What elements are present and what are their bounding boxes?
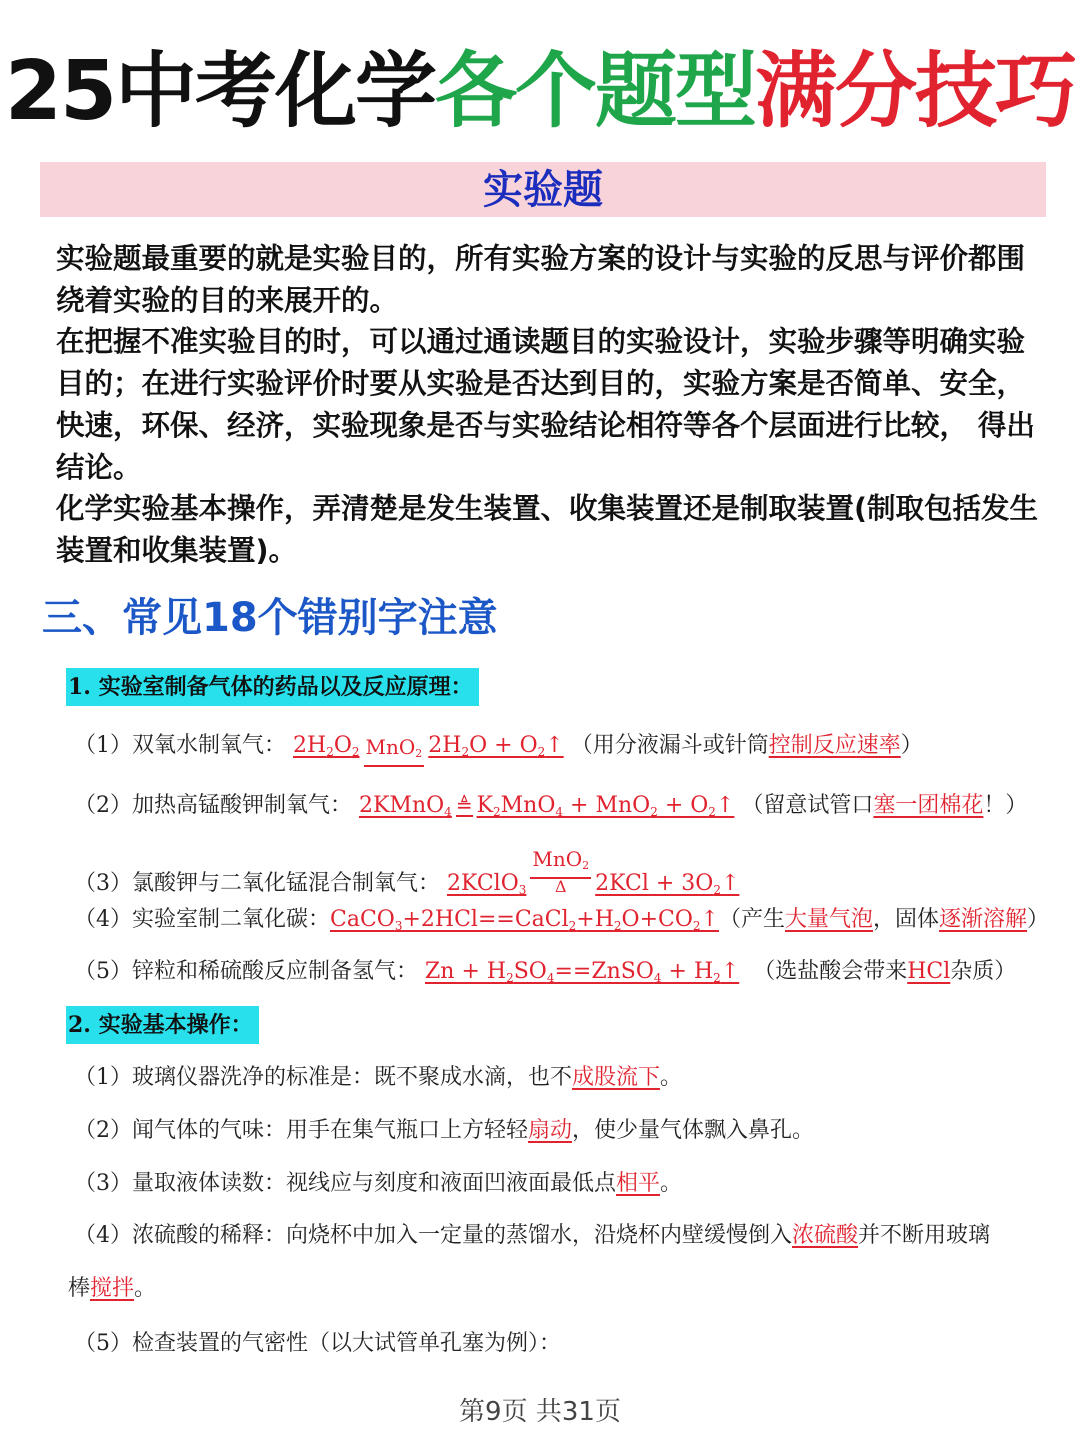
equation-caco3: $CaCO_3+2HCl==CaCl_2+H_2O+CO_2↑$ [330,907,719,933]
reaction-row-1 [74,730,923,773]
note-keyword-1: 大量气泡 [784,907,873,932]
reaction-row-3 [74,848,739,906]
reaction-row-2 [74,790,1027,828]
reaction-label: （4）实验室制二氧化碳： [74,907,330,932]
note-text: （产生 [718,907,785,932]
operation-text: （1）玻璃仪器洗净的标准是：既不聚成水滴，也不 [74,1065,572,1090]
intro-text [56,238,1046,572]
note-text: （留意试管口 [741,793,874,818]
operation-keyword: 扇动 [528,1118,573,1143]
note-keyword-2: 逐渐溶解 [939,907,1028,932]
operation-row-2 [74,1115,814,1147]
note-end: ） [900,733,923,758]
subheading-basic-operations: 2. 实验基本操作： [66,1006,259,1044]
note-end: 杂质） [950,959,1017,984]
condition-mno2-heat: MnO$_2$ Δ [532,847,590,896]
equation-products: $K_2MnO_4 + MnO_2$ + $O_2↑$ [476,793,735,819]
note-end: ） [1027,907,1050,932]
note-end: ！） [983,793,1028,818]
equation-kmno4: 2KMnO$_4$ [359,793,452,819]
operation-text: （2）闻气体的气味：用手在集气瓶口上方轻轻 [74,1118,528,1143]
page-number: 第9页 共31页 [459,1397,621,1427]
operation-keyword-2: 搅拌 [90,1276,135,1301]
equation-kclo3: 2KClO$_3$ [447,871,527,897]
operation-row-1 [74,1062,682,1094]
note-text: （选盐酸会带来 [753,959,908,984]
note-keyword: HCl [907,959,951,984]
reaction-label: （2）加热高锰酸钾制氧气： [74,793,352,818]
operation-end: 。 [660,1065,683,1090]
operation-row-3 [74,1168,682,1200]
operation-keyword: 相平 [616,1171,661,1196]
operation-row-5: （5）检查装置的气密性（以大试管单孔塞为例）： [74,1331,561,1356]
note-keyword: 塞一团棉花 [873,793,984,818]
equation-products: $2KCl + 3O_2↑$ [595,871,740,897]
intro-paragraph-3: 化学实验基本操作，弄清楚是发生装置、收集装置还是制取装置(制取包括发生装置和收集装置)。 [56,492,1039,567]
banner-text: 实验题 [483,166,603,213]
reaction-row-4 [74,904,1049,942]
operation-end: 。 [134,1276,157,1301]
section-heading: 三、常见18个错别字注意 [42,595,498,641]
reaction-row-5 [74,956,1016,994]
reaction-label: （3）氯酸钾与二氧化锰混合制氧气： [74,871,440,896]
title-part-3: 满分技巧 [755,44,1076,139]
operation-text: （3）量取液体读数：视线应与刻度和液面凹液面最低点 [74,1171,616,1196]
equation-h2o2: $2H_2O_2$ [293,733,360,759]
note-text: （用分液漏斗或针筒 [570,733,769,758]
intro-paragraph-1: 实验题最重要的就是实验目的，所有实验方案的设计与实验的反思与评价都围绕着实验的目的来展开的。 [56,242,1026,317]
operation-middle: 并不断用玻璃棒 [68,1223,991,1301]
title-part-1: 25中考化学 [4,44,436,139]
condition-mno2: MnO$_2$ [364,736,425,773]
equation-zn: $Zn + H_2SO_4==ZnSO_4$ + $H_2↑$ [425,959,740,985]
equation-products: $2H_2O$ + $O_2↑$ [428,733,564,759]
section-banner [40,162,1046,217]
reaction-label: （5）锌粒和稀硫酸反应制备氢气： [74,959,418,984]
operation-end: ，使少量气体飘入鼻孔。 [572,1118,815,1143]
operation-keyword-1: 浓硫酸 [792,1223,859,1248]
reaction-label: （1）双氧水制氧气： [74,733,286,758]
heat-sign: ≜ [455,793,473,817]
note-middle: ，固体 [873,907,940,932]
page-title [0,44,1080,140]
note-keyword: 控制反应速率 [768,733,901,758]
operation-text: （4）浓硫酸的稀释：向烧杯中加入一定量的蒸馏水，沿烧杯内壁缓慢倒入 [74,1223,792,1248]
operation-keyword: 成股流下 [572,1065,661,1090]
title-part-2: 各个题型 [435,44,756,139]
subheading-gas-preparation: 1. 实验室制备气体的药品以及反应原理： [66,668,479,706]
operation-end: 。 [660,1171,683,1196]
intro-paragraph-2: 在把握不准实验目的时，可以通过通读题目的实验设计，实验步骤等明确实验目的；在进行实验评价时要从实验是否达到目的，实验方案是否简单、安全，快速，环保、经济，实验现象是否与实验结论相符等各个层面进行比较， 得出结论。 [56,325,1035,484]
operation-row-4 [68,1209,1008,1315]
